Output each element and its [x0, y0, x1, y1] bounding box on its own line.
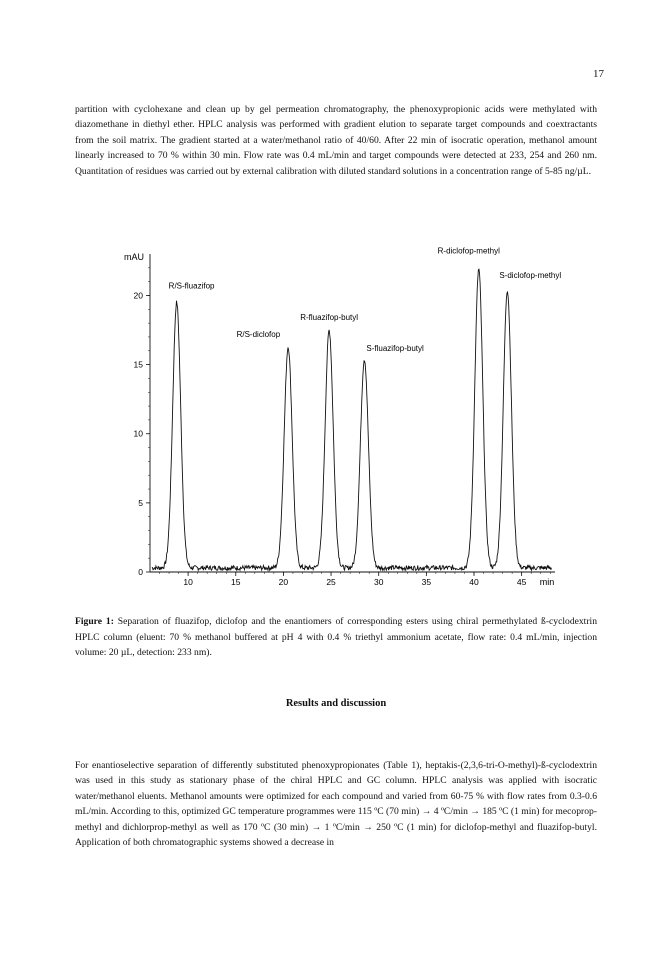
figure-label: Figure 1:	[75, 616, 114, 627]
chart-axes	[150, 254, 555, 572]
peak-labels	[169, 246, 562, 353]
peak-label: S-diclofop-methyl	[499, 271, 562, 281]
y-tick-label: 15	[133, 359, 143, 370]
x-tick-label: 10	[183, 577, 193, 587]
x-tick-label: 30	[373, 577, 384, 587]
intro-paragraph: partition with cyclohexane and clean up by gel permeation chromatography, the phenoxypropionic acids were methylated with diazomethane in diethyl ether. HPLC analysis was performed with gradient elution to separate target compounds and coextractants from the soil matrix. The gradient started at a water/methanol ratio of 40/60. After 22 min of isocratic operation, methanol amount linearly increased to 70 % within 30 min. Flow rate was 0.4 mL/min and target compounds were detected at 233, 254 and 260 nm. Quantitation of residues was carried out by external calibration with diluted standard solutions in a concentration range of 5-85 ng/µL.	[75, 103, 597, 177]
x-tick-label: 45	[516, 577, 527, 587]
x-tick-label: 25	[326, 577, 336, 587]
y-tick-label: 10	[133, 428, 143, 439]
chromatogram-chart	[100, 244, 570, 596]
y-tick-label: 0	[138, 567, 143, 577]
figure-caption-text: Separation of fluazifop, diclofop and the enantiomers of corresponding esters using chiral permethylated ß-cyclodextrin HPLC column (eluent: 70 % methanol buffered at pH 4 with 0.4 % triethyl ammonium acetate, flow rate: 0.4 mL/min, injection volume: 20 µL, detection: 233 nm).	[75, 616, 597, 658]
x-axis-label: min	[539, 577, 555, 587]
page-number: 17	[593, 68, 604, 80]
y-axis-label: mAU	[124, 252, 144, 262]
peak-label: S-fluazifop-butyl	[366, 344, 424, 354]
y-tick-label: 5	[138, 497, 143, 508]
peak-label: R-diclofop-methyl	[437, 246, 500, 256]
results-paragraph: For enantioselective separation of differently substituted phenoxypropionates (Table 1), heptakis-(2,3,6-tri-O-methyl)-ß-cyclodextrin was used in this study as stationary phase of the chiral HPLC and GC column. HPLC analysis was applied with isocratic water/methanol eluents. Methanol amounts were optimized for each compound and varied from 60-75 % with flow rates from 0.3-0.6 mL/min. According to this, optimized GC temperature programmes were 115 ºC (70 min) → 4 ºC/min → 185 ºC (1 min) for mecoprop-methyl and dichlorprop-methyl as well as 170 ºC (30 min) → 1 ºC/min → 250 ºC (1 min) for diclofop-methyl and fluazifop-butyl. Application of both chromatographic systems showed a decrease in	[75, 759, 597, 849]
x-tick-label: 40	[469, 577, 479, 587]
y-tick-label: 20	[133, 290, 143, 301]
peak-label: R-fluazifop-butyl	[300, 313, 359, 323]
x-tick-label: 35	[421, 577, 432, 587]
x-tick-label: 20	[278, 577, 289, 587]
x-tick-label: 15	[231, 577, 241, 587]
peak-label: R/S-fluazifop	[168, 281, 215, 291]
peak-label: R/S-diclofop	[236, 329, 281, 339]
section-heading: Results and discussion	[285, 698, 387, 709]
figure-caption	[75, 614, 597, 661]
